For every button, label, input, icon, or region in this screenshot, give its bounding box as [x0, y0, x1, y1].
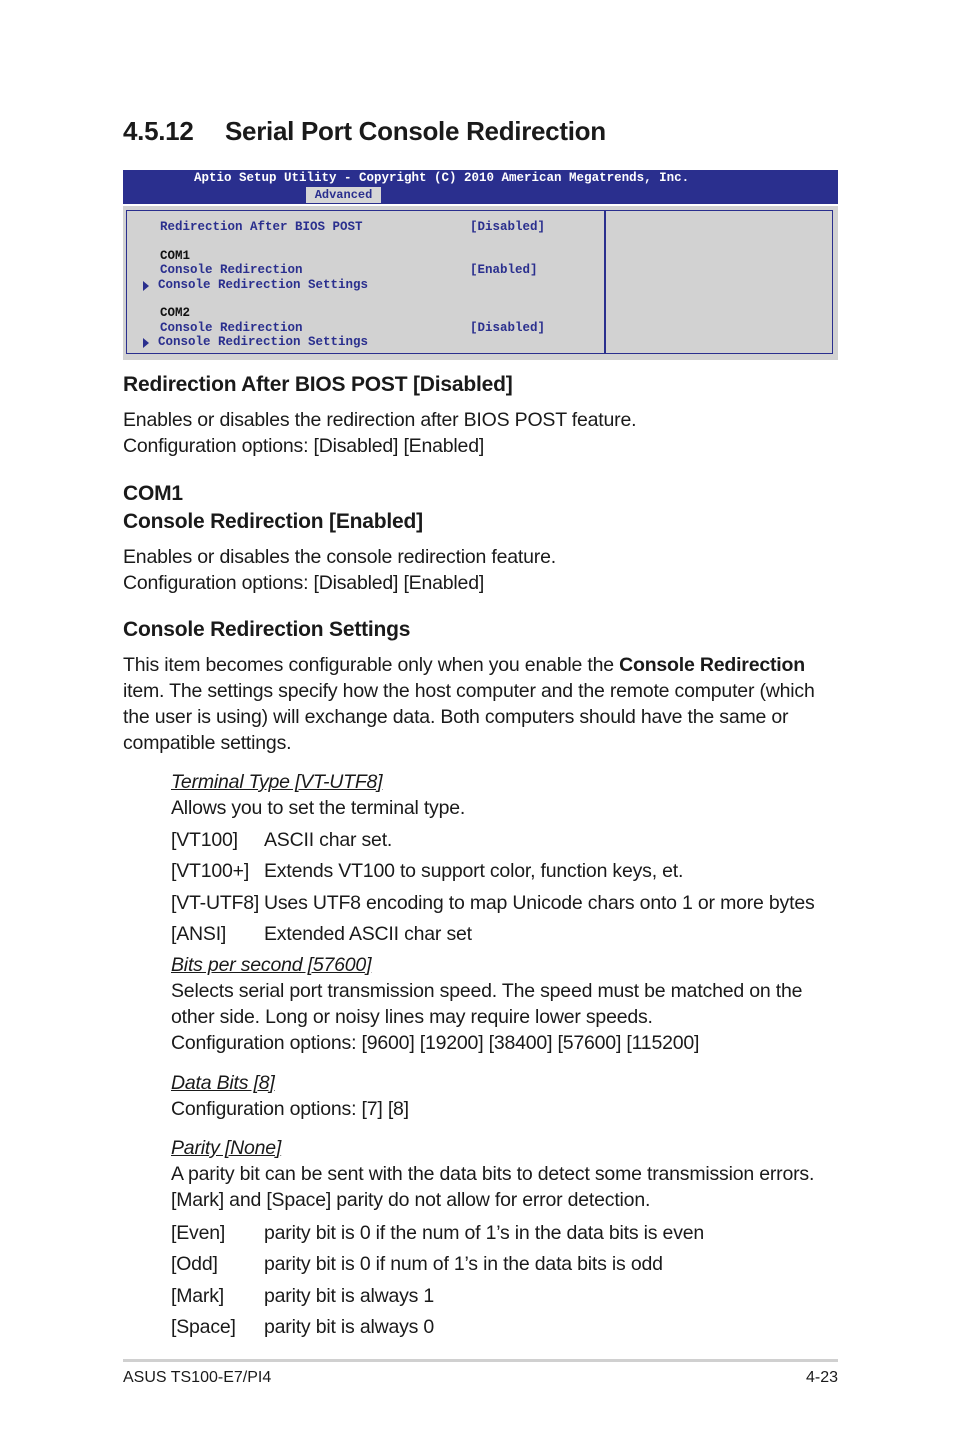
subheading-terminal-type: Terminal Type [VT-UTF8]	[171, 771, 383, 793]
submenu-arrow-icon	[143, 281, 149, 291]
heading-redirection-after-post: Redirection After BIOS POST [Disabled]	[123, 373, 513, 396]
option-desc: Extends VT100 to support color, function keys, et.	[264, 860, 684, 882]
bios-item-com2-settings[interactable]: Console Redirection Settings	[158, 335, 369, 349]
bios-value-com2-console-redirection[interactable]: [Disabled]	[470, 321, 546, 335]
bios-item-redirection-after-post[interactable]: Redirection After BIOS POST	[160, 220, 363, 234]
paragraph: Configuration options: [7] [8]	[171, 1098, 409, 1120]
paragraph: Allows you to set the terminal type.	[171, 797, 466, 819]
bios-item-com2-console-redirection[interactable]: Console Redirection	[160, 321, 303, 335]
text: This item becomes configurable only when you enable the	[123, 654, 620, 676]
option-desc: ASCII char set.	[264, 829, 393, 851]
section-number: 4.5.12	[123, 116, 194, 146]
option-desc: parity bit is always 0	[264, 1316, 435, 1338]
bold-text: Console Redirection	[619, 654, 805, 676]
option-key: [Even]	[171, 1222, 226, 1244]
option-desc: Extended ASCII char set	[264, 923, 472, 945]
paragraph: Configuration options: [Disabled] [Enabled]	[123, 435, 485, 457]
paragraph: Configuration options: [Disabled] [Enabled]	[123, 572, 485, 594]
subheading-data-bits: Data Bits [8]	[171, 1072, 275, 1094]
paragraph	[123, 654, 805, 677]
option-desc: parity bit is always 1	[264, 1285, 435, 1307]
paragraph: [Mark] and [Space] parity do not allow for error detection.	[171, 1189, 651, 1211]
paragraph: Selects serial port transmission speed. The speed must be matched on the	[171, 980, 803, 1002]
footer-rule	[123, 1359, 838, 1362]
paragraph: other side. Long or noisy lines may require lower speeds.	[171, 1006, 653, 1028]
bios-value-redirection-after-post[interactable]: [Disabled]	[470, 220, 546, 234]
heading-com1: COM1	[123, 482, 183, 505]
option-key: [VT100+]	[171, 860, 250, 882]
section-title	[123, 116, 606, 147]
heading-console-redirection: Console Redirection [Enabled]	[123, 510, 423, 533]
option-key: [Space]	[171, 1316, 236, 1338]
option-desc: parity bit is 0 if num of 1’s in the data bits is odd	[264, 1253, 663, 1275]
option-key: [ANSI]	[171, 923, 227, 945]
subheading-parity: Parity [None]	[171, 1137, 282, 1159]
paragraph: Enables or disables the redirection after BIOS POST feature.	[123, 409, 637, 431]
option-desc: parity bit is 0 if the num of 1’s in the data bits is even	[264, 1222, 705, 1244]
heading-console-redirection-settings: Console Redirection Settings	[123, 618, 411, 641]
option-desc: Uses UTF8 encoding to map Unicode chars onto 1 or more bytes	[264, 892, 815, 914]
paragraph: item. The settings specify how the host computer and the remote computer (which	[123, 680, 815, 702]
bios-screen	[123, 206, 838, 360]
bios-label-com1: COM1	[160, 249, 191, 263]
bios-frame	[126, 210, 833, 354]
bios-divider	[604, 211, 606, 353]
section-title-text: Serial Port Console Redirection	[225, 116, 606, 146]
paragraph: A parity bit can be sent with the data bits to detect some transmission errors.	[171, 1163, 815, 1185]
bios-header-title: Aptio Setup Utility - Copyright (C) 2010 American Megatrends, Inc.	[194, 171, 690, 185]
footer-product: ASUS TS100-E7/PI4	[123, 1369, 272, 1386]
footer-page-number: 4-23	[805, 1369, 838, 1386]
paragraph: compatible settings.	[123, 732, 292, 754]
bios-tab-advanced[interactable]: Advanced	[306, 187, 381, 203]
bios-label-com2: COM2	[160, 306, 191, 320]
submenu-arrow-icon	[143, 338, 149, 348]
subheading-bits-per-second: Bits per second [57600]	[171, 954, 372, 976]
bios-value-com1-console-redirection[interactable]: [Enabled]	[470, 263, 538, 277]
paragraph: the user is using) will exchange data. Both computers should have the same or	[123, 706, 789, 728]
option-key: [Odd]	[171, 1253, 218, 1275]
option-key: [VT100]	[171, 829, 238, 851]
option-key: [Mark]	[171, 1285, 224, 1307]
paragraph: Enables or disables the console redirection feature.	[123, 546, 556, 568]
paragraph: Configuration options: [9600] [19200] [38400] [57600] [115200]	[171, 1032, 700, 1054]
bios-item-com1-console-redirection[interactable]: Console Redirection	[160, 263, 303, 277]
option-key: [VT-UTF8]	[171, 892, 260, 914]
bios-item-com1-settings[interactable]: Console Redirection Settings	[158, 278, 369, 292]
bios-header	[123, 170, 838, 204]
